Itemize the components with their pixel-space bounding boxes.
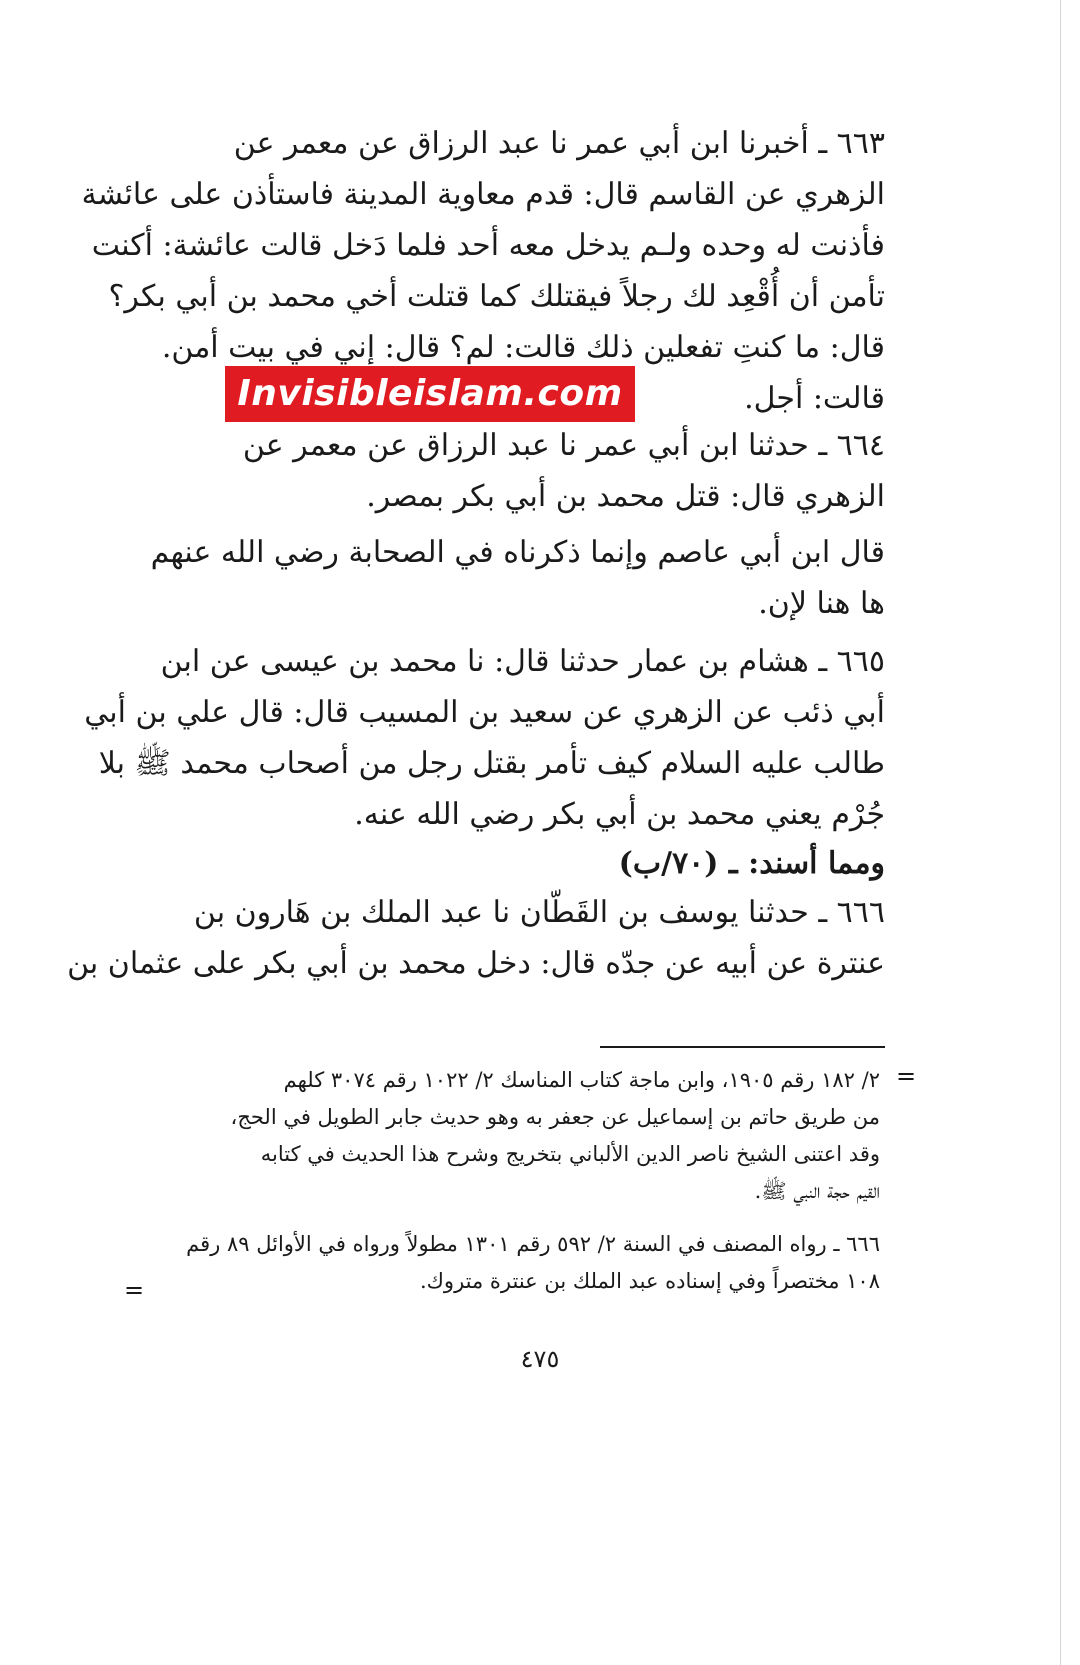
hadith-665-line-1: ٦٦٥ ـ هشام بن عمار حدثنا قال: نا محمد بن عيسى عن ابن [160,644,885,679]
footnote-1-line-1: ٢/ ١٨٢ رقم ١٩٠٥، وابن ماجة كتاب المناسك ٢/ ١٠٢٢ رقم ٣٠٧٤ كلهم [283,1068,880,1092]
hadith-666 [67,887,885,989]
hadith-663-line-4: تأمن أن أُقْعِد لك رجلاً فيقتلك كما قتلت أخي محمد بن أبي بكر؟ [108,279,885,314]
hadith-665-line-4: جُرْم يعني محمد بن أبي بكر رضي الله عنه. [354,797,885,832]
hadith-666-line-1: ٦٦٦ ـ حدثنا يوسف بن القَطّان نا عبد الملك بن هَارون بن [193,895,885,930]
footnote-1-line-4: القيم حجة النبي ﷺ. [754,1179,880,1203]
hadith-665-line-3: طالب عليه السلام كيف تأمر بقتل رجل من أصحاب محمد ﷺ بلا [98,746,885,781]
section-heading [150,838,885,889]
hadith-664-line-2: الزهري قال: قتل محمد بن أبي بكر بمصر. [366,479,885,514]
page-number: ٤٧٥ [520,1345,560,1373]
hadith-663-line-5: قال: ما كنتِ تفعلين ذلك قالت: لم؟ قال: إني في بيت أمن. [161,330,885,365]
footnote-1-line-3: وقد اعتنى الشيخ ناصر الدين الألباني بتخريج وشرح هذا الحديث في كتابه [260,1142,880,1166]
page-edge-line [1060,0,1061,1665]
hadith-664-line-1: ٦٦٤ ـ حدثنا ابن أبي عمر نا عبد الرزاق عن معمر عن [242,428,885,463]
author-note-line-2: ها هنا لإن. [758,586,885,621]
footnote-separator [600,1046,885,1048]
hadith-663-line-2: الزهري عن القاسم قال: قدم معاوية المدينة فاستأذن على عائشة [81,177,885,212]
continuation-mark-top: = [896,1062,917,1090]
section-heading-text: ومما أسند: ـ (٧٠/ب) [618,846,885,881]
footnote-666 [150,1226,880,1300]
hadith-665 [84,636,885,840]
hadith-664 [150,420,885,522]
hadith-663-line-3: فأذنت له وحده ولـم يدخل معه أحد فلما دَخل قالت عائشة: أكنت [91,228,885,263]
hadith-663-line-6: قالت: أجل. [744,381,885,416]
hadith-663-line-1: ٦٦٣ ـ أخبرنا ابن أبي عمر نا عبد الرزاق عن معمر عن [233,126,885,161]
continuation-mark-bottom: = [124,1276,145,1304]
footnote-2-line-2: ١٠٨ مختصراً وفي إسناده عبد الملك بن عنترة متروك. [419,1269,880,1293]
footnote-continued [150,1062,880,1210]
footnote-1-line-2: من طريق حاتم بن إسماعيل عن جعفر به وهو حديث جابر الطويل في الحج، [230,1105,880,1129]
hadith-665-line-2: أبي ذئب عن الزهري عن سعيد بن المسيب قال: قال علي بن أبي [84,695,885,730]
hadith-666-line-2: عنترة عن أبيه عن جدّه قال: دخل محمد بن أبي بكر على عثمان بن [67,946,885,981]
watermark-banner: Invisibleislam.com [225,366,635,422]
author-note [150,527,885,629]
author-note-line-1: قال ابن أبي عاصم وإنما ذكرناه في الصحابة رضي الله عنهم [150,535,885,570]
footnote-2-line-1: ٦٦٦ ـ رواه المصنف في السنة ٢/ ٥٩٢ رقم ١٣٠١ مطولاً ورواه في الأوائل ٨٩ رقم [186,1232,880,1256]
